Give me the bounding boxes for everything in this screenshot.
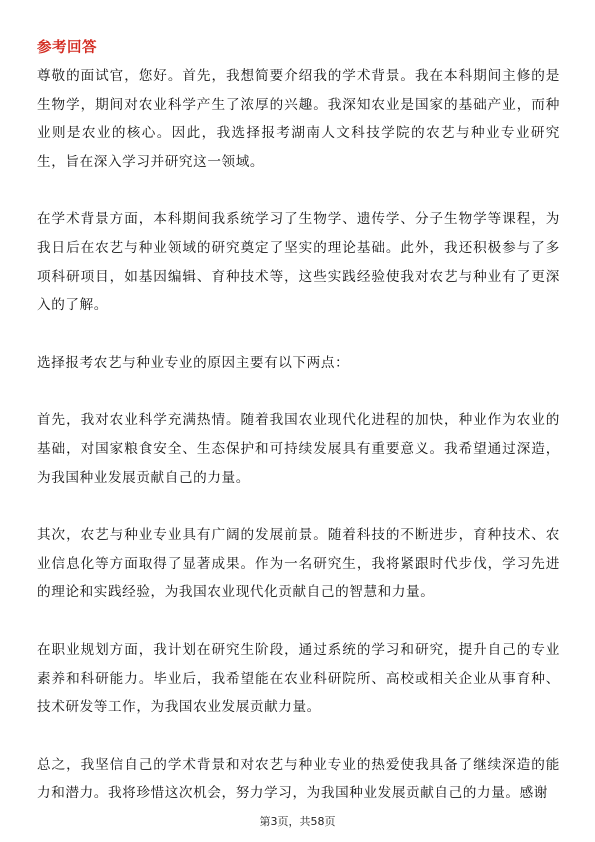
- paragraph-reason-one: 首先，我对农业科学充满热情。随着我国农业现代化进程的加快，种业作为农业的基础，对国家粮食安全、生态保护和可持续发展具有重要意义。我希望通过深造，为我国种业发展贡献自己的力量。: [37, 412, 560, 486]
- paragraph-intro: 尊敬的面试官，您好。首先，我想简要介绍我的学术背景。我在本科期间主修的是生物学，期间对农业科学产生了浓厚的兴趣。我深知农业是国家的基础产业，而种业则是农业的核心。因此，我选择报考湖南人文科技学院的农艺与种业专业研究生，旨在深入学习并研究这一领域。: [37, 68, 560, 170]
- section-heading: 参考回答: [37, 40, 97, 56]
- paragraph-reasons-lead: 选择报考农艺与种业专业的原因主要有以下两点：: [37, 354, 350, 371]
- paragraph-conclusion: 总之，我坚信自己的学术背景和对农艺与种业专业的热爱使我具备了继续深造的能力和潜力。我将珍惜这次机会，努力学习，为我国种业发展贡献自己的力量。感谢: [37, 756, 560, 802]
- paragraph-reason-two: 其次，农艺与种业专业具有广阔的发展前景。随着科技的不断进步，育种技术、农业信息化等方面取得了显著成果。作为一名研究生，我将紧跟时代步伐，学习先进的理论和实践经验，为我国农业现代化贡献自己的智慧和力量。: [37, 527, 560, 601]
- answer-body: [37, 62, 560, 808]
- paragraph-career-plan: 在职业规划方面，我计划在研究生阶段，通过系统的学习和研究，提升自己的专业素养和科研能力。毕业后，我希望能在农业科研院所、高校或相关企业从事育种、技术研发等工作，为我国农业发展贡献力量。: [37, 641, 560, 716]
- page-number: 第3页，共58页: [259, 815, 336, 828]
- paragraph-academic-background: 在学术背景方面，本科期间我系统学习了生物学、遗传学、分子生物学等课程，为我日后在农艺与种业领域的研究奠定了坚实的理论基础。此外，我还积极参与了多项科研项目，如基因编辑、育种技术等，这些实践经验使我对农艺与种业有了更深入的了解。: [37, 211, 560, 314]
